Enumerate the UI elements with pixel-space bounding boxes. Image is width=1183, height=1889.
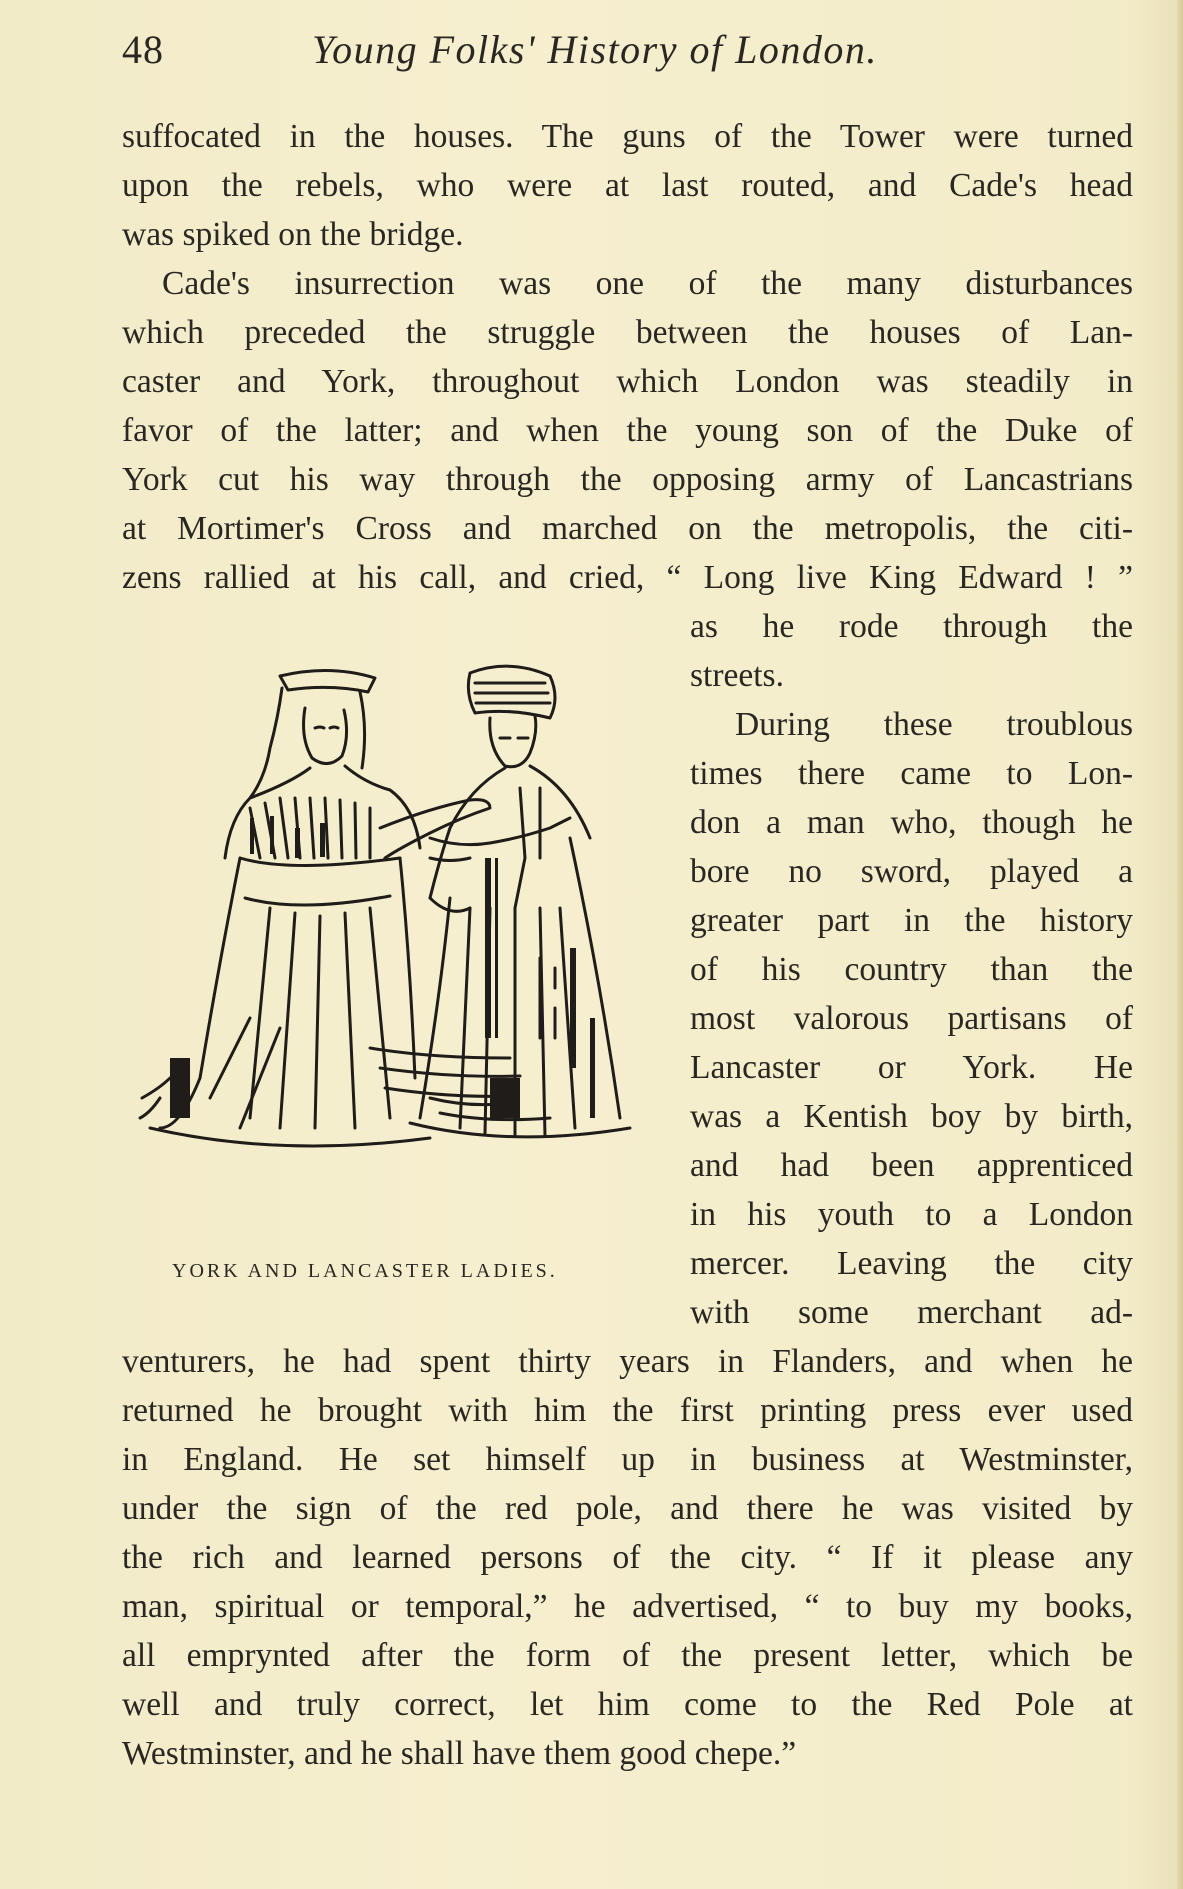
text-line: suffocated in the houses. The guns of the Tower were turned [122, 118, 1133, 155]
text-line: bore no sword, played a [690, 853, 1133, 890]
text-line: in his youth to a London [690, 1196, 1133, 1233]
text-line: upon the rebels, who were at last routed, and Cade's head [122, 167, 1133, 204]
text-line: York cut his way through the opposing army of Lancastrians [122, 461, 1133, 498]
text-line: Lancaster or York. He [690, 1049, 1133, 1086]
text-line: all emprynted after the form of the present letter, which be [122, 1637, 1133, 1674]
page-number: 48 [122, 27, 164, 72]
text-line: times there came to Lon- [690, 755, 1133, 792]
text-line: greater part in the history [690, 902, 1133, 939]
text-line: During these troublous [735, 706, 1133, 743]
page-header [122, 18, 1122, 78]
text-line: streets. [690, 657, 784, 694]
text-line: of his country than the [690, 951, 1133, 988]
page-edge [1177, 0, 1183, 1889]
text-line: as he rode through the [690, 608, 1133, 645]
text-line: favor of the latter; and when the young son of the Duke of [122, 412, 1133, 449]
illustration-caption: YORK AND LANCASTER LADIES. [172, 1260, 558, 1282]
running-title: Young Folks' History of London. [312, 27, 878, 72]
york-lancaster-ladies-illustration [130, 658, 670, 1248]
text-line: under the sign of the red pole, and there he was visited by [122, 1490, 1133, 1527]
text-line: Westminster, and he shall have them good chepe.” [122, 1735, 797, 1772]
text-line: with some merchant ad- [690, 1294, 1133, 1331]
text-line: was spiked on the bridge. [122, 216, 464, 253]
text-line: well and truly correct, let him come to the Red Pole at [122, 1686, 1133, 1723]
text-line: most valorous partisans of [690, 1000, 1133, 1037]
text-line: was a Kentish boy by birth, [690, 1098, 1133, 1135]
text-line: mercer. Leaving the city [690, 1245, 1133, 1282]
text-line: returned he brought with him the first printing press ever used [122, 1392, 1133, 1429]
text-line: at Mortimer's Cross and marched on the metropolis, the citi- [122, 510, 1133, 547]
text-line: don a man who, though he [690, 804, 1133, 841]
text-line: in England. He set himself up in business at Westminster, [122, 1441, 1133, 1478]
text-line: caster and York, throughout which London was steadily in [122, 363, 1133, 400]
text-line: the rich and learned persons of the city. “ If it please any [122, 1539, 1133, 1576]
text-line: and had been apprenticed [690, 1147, 1133, 1184]
text-line: venturers, he had spent thirty years in Flanders, and when he [122, 1343, 1133, 1380]
text-line: which preceded the struggle between the houses of Lan- [122, 314, 1133, 351]
text-line: zens rallied at his call, and cried, “ Long live King Edward ! ” [122, 559, 1133, 596]
text-line: Cade's insurrection was one of the many disturbances [162, 265, 1133, 302]
text-line: man, spiritual or temporal,” he advertised, “ to buy my books, [122, 1588, 1133, 1625]
